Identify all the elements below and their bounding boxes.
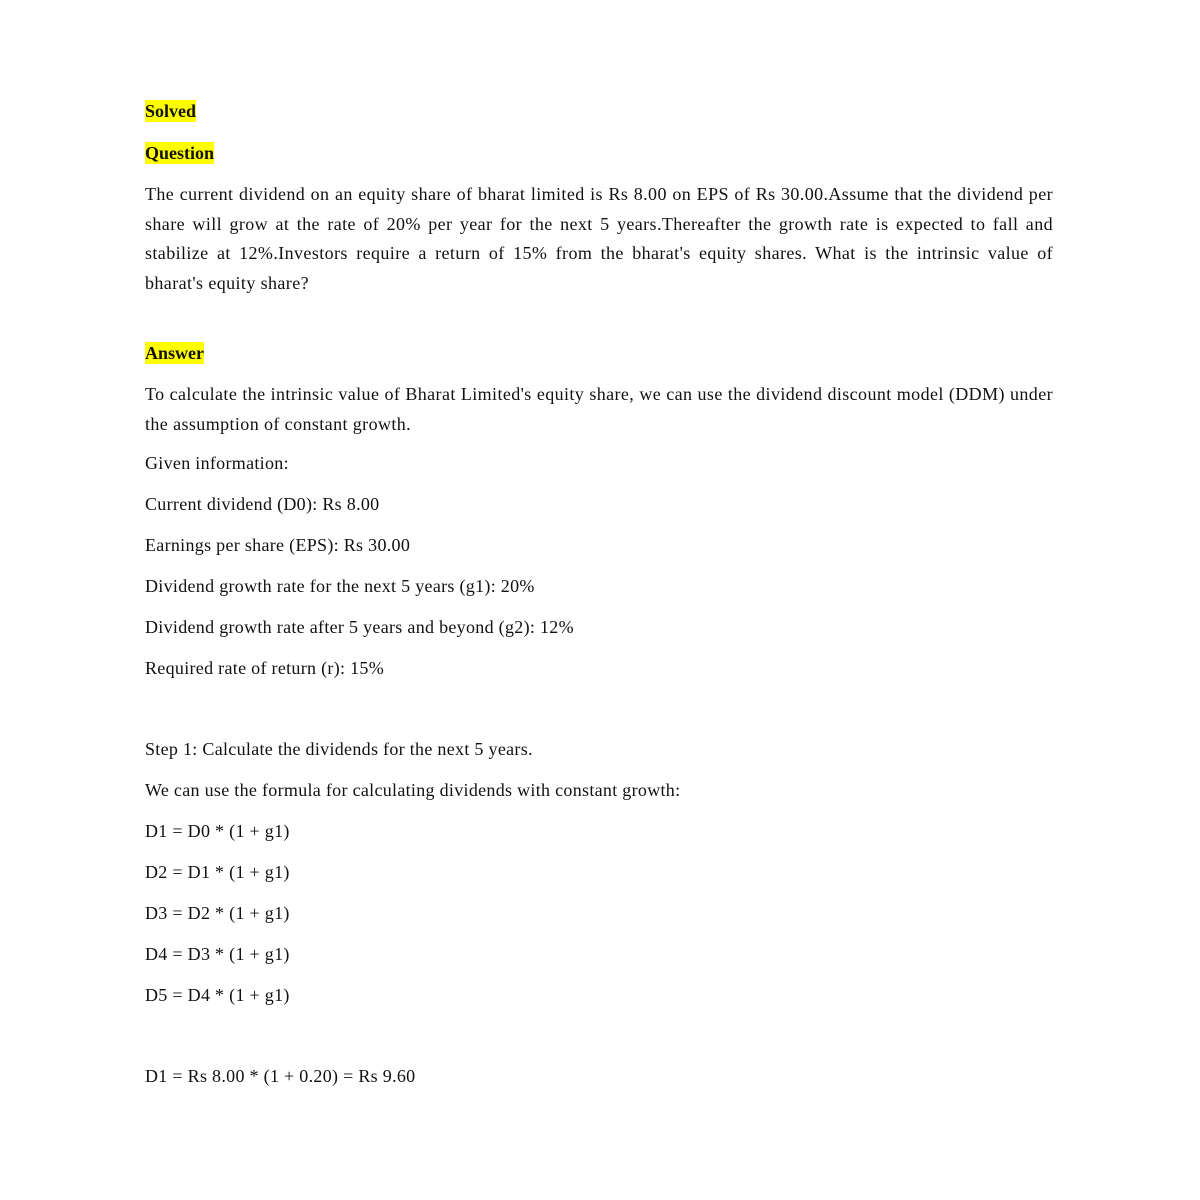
formula-intro: We can use the formula for calculating dividends with constant growth: <box>145 780 681 800</box>
calculation-line: D1 = Rs 8.00 * (1 + 0.20) = Rs 9.60 <box>145 1066 416 1086</box>
given-item: Required rate of return (r): 15% <box>145 658 385 678</box>
solved-heading: Solved <box>145 101 197 121</box>
given-item: Dividend growth rate after 5 years and beyond (g2): 12% <box>145 617 574 637</box>
given-item: Current dividend (D0): Rs 8.00 <box>145 494 380 514</box>
question-heading: Question <box>145 143 215 163</box>
answer-intro: To calculate the intrinsic value of Bharat Limited's equity share, we can use the dividend discount model (DDM) under the assumption of constant growth. <box>145 384 1053 434</box>
formula-line: D5 = D4 * (1 + g1) <box>145 985 290 1005</box>
formula-line: D1 = D0 * (1 + g1) <box>145 821 290 841</box>
answer-heading: Answer <box>145 343 204 363</box>
formula-line: D4 = D3 * (1 + g1) <box>145 944 290 964</box>
given-item: Dividend growth rate for the next 5 years (g1): 20% <box>145 576 535 596</box>
question-text: The current dividend on an equity share of bharat limited is Rs 8.00 on EPS of Rs 30.00.Assume that the dividend per share will grow at the rate of 20% per year for the next 5 years.Thereafter the growth rate is expected to fall and stabilize at 12%.Investors require a return of 15% from the bharat's equity shares. What is the intrinsic value of bharat's equity share? <box>145 184 1053 293</box>
step-heading: Step 1: Calculate the dividends for the next 5 years. <box>145 739 533 759</box>
given-item: Earnings per share (EPS): Rs 30.00 <box>145 535 411 555</box>
formula-line: D2 = D1 * (1 + g1) <box>145 862 290 882</box>
formula-line: D3 = D2 * (1 + g1) <box>145 903 290 923</box>
given-heading: Given information: <box>145 453 289 473</box>
